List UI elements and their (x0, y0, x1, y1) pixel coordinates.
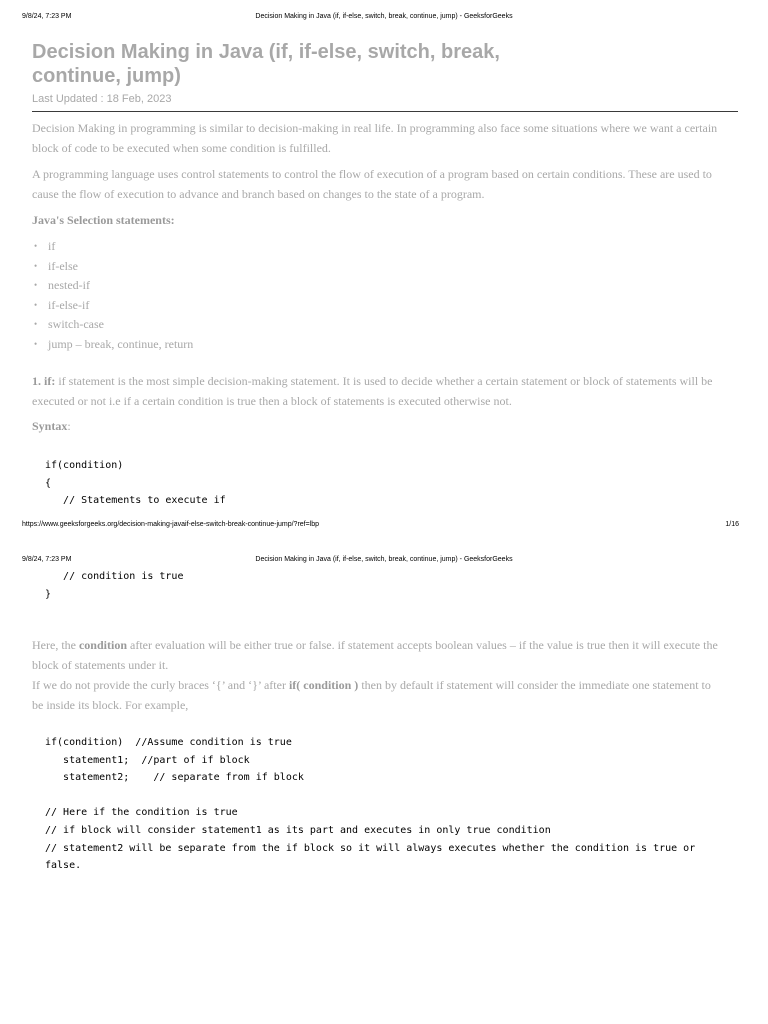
page-number: 1/16 (725, 521, 739, 528)
intro-paragraph: Decision Making in programming is similar to decision-making in real life. In programming also face some situations where we want a certain block of code to be executed when some condition is fulfilled. (32, 121, 718, 155)
print-page-title: Decision Making in Java (if, if-else, switch, break, continue, jump) - GeeksforGeeks (255, 13, 513, 20)
syntax-label-text: Syntax (32, 419, 68, 433)
syntax-colon: : (67, 419, 71, 433)
explanation-text: after evaluation will be either true or false. if statement accepts boolean values – if the value is true then it will execute the block of statements under it. (32, 638, 718, 672)
example-code-block (45, 734, 695, 875)
title-divider (32, 111, 738, 112)
code-line: false. (45, 860, 82, 872)
code-line: // statement2 will be separate from the if block so it will always executes whether the condition is true or (45, 842, 696, 854)
last-updated: Last Updated : 18 Feb, 2023 (32, 93, 172, 105)
code-line: statement1; //part of if block (45, 754, 250, 766)
list-item: • if-else (32, 257, 193, 277)
code-line: // Here if the condition is true (45, 807, 238, 819)
if-label: 1. if: (32, 374, 56, 388)
code-line: // condition is true (45, 571, 184, 582)
list-item: • if-else-if (32, 296, 193, 316)
print-page-title: Decision Making in Java (if, if-else, switch, break, continue, jump) - GeeksforGeeks (255, 556, 513, 563)
code-line: if(condition) //Assume condition is true (45, 737, 292, 748)
print-datetime: 9/8/24, 7:23 PM (22, 13, 72, 20)
code-line: { (45, 477, 52, 489)
curly-braces-paragraph (32, 675, 722, 715)
print-datetime: 9/8/24, 7:23 PM (22, 556, 72, 563)
condition-explanation-paragraph (32, 635, 722, 675)
selection-heading (32, 210, 722, 230)
explanation-text: If we do not provide the curly braces ‘{’ and ‘}’ after (32, 678, 289, 692)
list-item: • switch-case (32, 315, 193, 335)
selection-heading-text: Java's Selection statements: (32, 213, 175, 227)
explanation-text: Here, the (32, 638, 79, 652)
list-item: • if (32, 237, 193, 257)
if-statement-paragraph (32, 371, 722, 411)
code-line: } (45, 588, 52, 600)
code-line: statement2; // separate from if block (45, 772, 304, 784)
list-item: • nested-if (32, 276, 193, 296)
syntax-code-block (45, 457, 226, 510)
code-line: if(condition) (45, 460, 124, 471)
code-line: // Statements to execute if (45, 495, 226, 507)
pdf-page-2 (0, 545, 768, 1024)
syntax-label (32, 416, 722, 436)
explanation-text: then by default if statement will consider the immediate one statement to be inside its block. For example, (32, 678, 711, 712)
control-statements-paragraph: A programming language uses control statements to control the flow of execution of a program based on certain conditions. These are used to cause the flow of execution to advance and branch based on changes to the state of a program. (32, 167, 712, 201)
selection-statements-list (32, 237, 193, 354)
print-footer-url: https://www.geeksforgeeks.org/decision-making-javaif-else-switch-break-continue-jump/?ref=lbp (22, 521, 320, 528)
code-line: // if block will consider statement1 as its part and executes in only true condition (45, 824, 551, 836)
syntax-code-continued (45, 568, 183, 603)
condition-keyword: condition (78, 638, 127, 652)
article-title: Decision Making in Java (if, if-else, switch, break, continue, jump) (32, 41, 500, 87)
code-line (45, 787, 695, 805)
if-condition-keyword: if( condition ) (288, 678, 359, 692)
list-item: • jump – break, continue, return (32, 335, 193, 355)
if-description: if statement is the most simple decision-making statement. It is used to decide whether a certain statement or block of statements will be executed or not i.e if a certain condition is true then a block of statements is executed otherwise not. (32, 374, 713, 408)
